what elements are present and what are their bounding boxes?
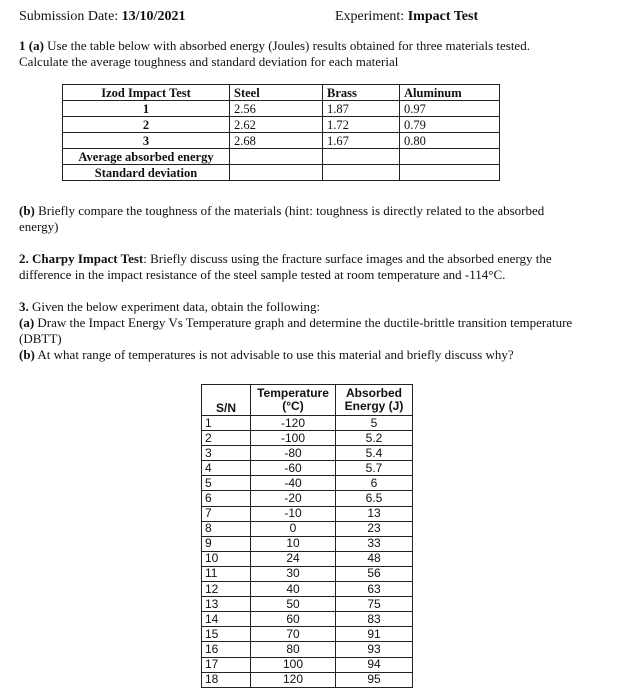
table-row: 11 30 56	[202, 566, 413, 581]
table-row: 8 0 23	[202, 521, 413, 536]
aluminum-average-cell[interactable]	[400, 149, 500, 165]
table-row: 12 40 63	[202, 582, 413, 597]
table-row: 2 -100 5.2	[202, 431, 413, 446]
table-row: 5 -40 6	[202, 476, 413, 491]
question-2: 2. Charpy Impact Test: Briefly discuss using the fracture surface images and the absorbed energy the difference in the impact resistance of the steel sample tested at room temperature and -114°C.	[19, 251, 552, 282]
question-1b: (b) Briefly compare the toughness of the materials (hint: toughness is directly related to the absorbed energy)	[19, 203, 545, 234]
brass-average-cell[interactable]	[323, 149, 400, 165]
table-row: 13 50 75	[202, 597, 413, 612]
table-row: 17 100 94	[202, 657, 413, 672]
table-row: 10 24 48	[202, 551, 413, 566]
table-header-row: S/N Temperature (°C) Absorbed Energy (J)	[202, 385, 413, 416]
steel-average-cell[interactable]	[230, 149, 323, 165]
std-dev-row: Standard deviation	[63, 165, 500, 181]
table-row: 3 2.68 1.67 0.80	[63, 133, 500, 149]
temperature-energy-table	[201, 384, 413, 688]
table-row: 6 -20 6.5	[202, 491, 413, 506]
absorbed-energy-table	[62, 84, 500, 181]
submission-date: Submission Date: 13/10/2021	[19, 9, 186, 24]
question-1a: 1 (a) Use the table below with absorbed energy (Joules) results obtained for three materials tested. Calculate the average toughness and standard deviation for each material	[19, 38, 530, 69]
table-row: 18 120 95	[202, 672, 413, 687]
steel-std-cell[interactable]	[230, 165, 323, 181]
table-row: 9 10 33	[202, 536, 413, 551]
table-row: 1 2.56 1.87 0.97	[63, 101, 500, 117]
table-row: 4 -60 5.7	[202, 461, 413, 476]
table-row: 15 70 91	[202, 627, 413, 642]
brass-std-cell[interactable]	[323, 165, 400, 181]
experiment-title: Experiment: Impact Test	[335, 9, 479, 24]
table-row: 3 -80 5.4	[202, 446, 413, 461]
average-row: Average absorbed energy	[63, 149, 500, 165]
table-row: 7 -10 13	[202, 506, 413, 521]
question-3: 3. Given the below experiment data, obtain the following: (a) Draw the Impact Energy Vs Temperature graph and determine the ductile-brittle transition temperature (DBTT) (b) At what range of temperatures is not advisable to use this material and briefly discuss why?	[19, 299, 573, 362]
table-row: 14 60 83	[202, 612, 413, 627]
table-row: 1 -120 5	[202, 416, 413, 431]
table-header-row: Izod Impact Test Steel Brass Aluminum	[63, 85, 500, 101]
table-row: 2 2.62 1.72 0.79	[63, 117, 500, 133]
aluminum-std-cell[interactable]	[400, 165, 500, 181]
table-row: 16 80 93	[202, 642, 413, 657]
